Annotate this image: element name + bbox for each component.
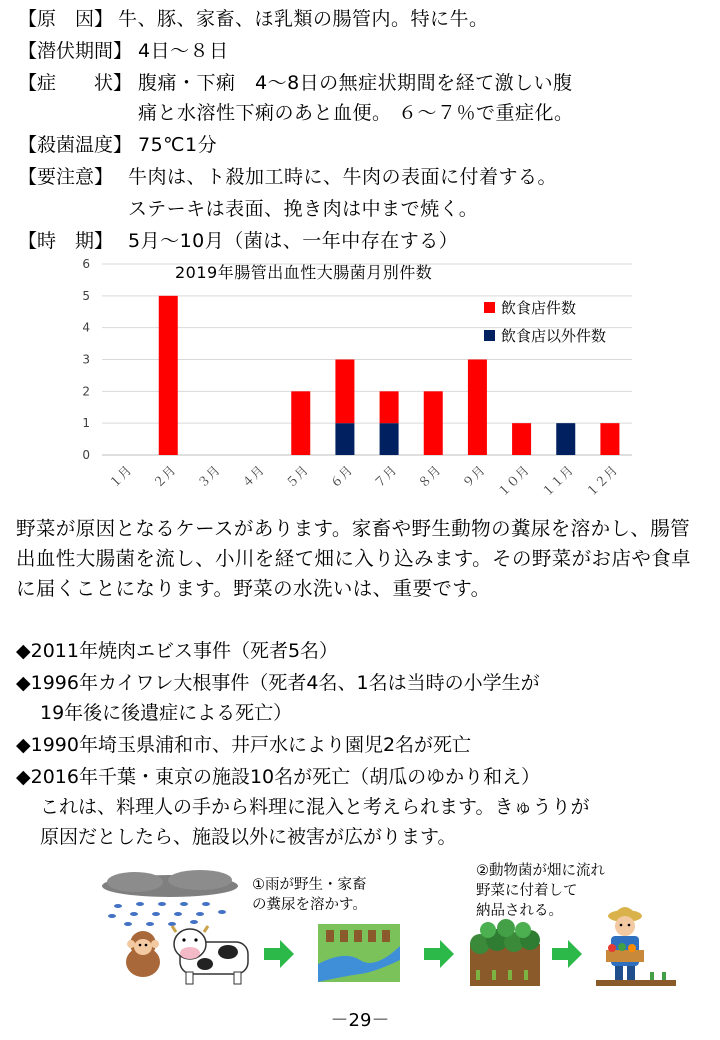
row-text: 牛、豚、家畜、ほ乳類の腸管内。特に牛。 bbox=[118, 8, 489, 30]
x-tick-label: １０月 bbox=[494, 462, 532, 500]
bar-non-restaurant bbox=[335, 423, 354, 455]
monkey-icon bbox=[126, 931, 160, 977]
x-tick-label: １月 bbox=[105, 462, 135, 491]
bar-restaurant bbox=[424, 391, 443, 455]
arrow-right-icon bbox=[264, 940, 294, 968]
x-tick-label: １２月 bbox=[582, 462, 621, 500]
x-tick-label: １１月 bbox=[538, 462, 576, 500]
x-tick-label: ６月 bbox=[326, 462, 356, 491]
case-item-cont: 19年後に後遺症による死亡） bbox=[40, 702, 293, 724]
x-tick-label: ２月 bbox=[150, 462, 179, 491]
arrow-right-icon bbox=[424, 940, 454, 968]
y-tick-label: 2 bbox=[82, 384, 90, 399]
legend-swatch-non-restaurant bbox=[484, 330, 495, 341]
x-tick-label: ７月 bbox=[370, 462, 400, 491]
caption-line: の糞尿を溶かす。 bbox=[252, 897, 367, 913]
y-axis-ticks bbox=[82, 257, 90, 462]
y-tick-label: 3 bbox=[82, 352, 90, 367]
bar-restaurant bbox=[512, 423, 531, 455]
page-number: －29－ bbox=[330, 1010, 390, 1031]
x-tick-label: ３月 bbox=[194, 462, 223, 491]
arrow-right-icon bbox=[552, 940, 582, 968]
row-label: 【症 状】 bbox=[18, 72, 133, 94]
chart-bars bbox=[159, 296, 620, 455]
row-text-cont: 痛と水溶性下痢のあと血便。 ６～７％で重症化。 bbox=[138, 102, 574, 124]
farmer-icon bbox=[596, 907, 676, 986]
caption-line: 納品される。 bbox=[476, 903, 563, 919]
y-tick-label: 4 bbox=[82, 320, 90, 335]
row-text: 4日～８日 bbox=[138, 40, 229, 62]
caption-line: ②動物菌が畑に流れ bbox=[476, 863, 605, 879]
river-field-icon bbox=[318, 924, 400, 982]
case-item: ◆2016年千葉・東京の施設10名が死亡（胡瓜のゆかり和え） bbox=[16, 766, 541, 788]
bar-non-restaurant bbox=[380, 423, 399, 455]
case-item: ◆1996年カイワレ大根事件（死者4名、1名は当時の小学生が bbox=[16, 672, 540, 694]
chart-title: 2019年腸管出血性大腸菌月別件数 bbox=[175, 263, 433, 282]
case-item-cont: 原因だとしたら、施設以外に被害が広がります。 bbox=[40, 826, 457, 848]
y-tick-label: 1 bbox=[82, 416, 90, 431]
caption-line: ①雨が野生・家畜 bbox=[252, 877, 367, 893]
bar-restaurant bbox=[380, 391, 399, 423]
y-tick-label: 0 bbox=[82, 448, 90, 462]
row-text-cont: ステーキは表面、挽き肉は中まで焼く。 bbox=[128, 198, 479, 220]
case-item-cont: これは、料理人の手から料理に混入と考えられます。きゅうりが bbox=[40, 796, 590, 818]
x-tick-label: ８月 bbox=[415, 462, 444, 491]
y-tick-label: 6 bbox=[82, 257, 90, 271]
x-tick-label: ５月 bbox=[282, 462, 311, 491]
bar-restaurant bbox=[600, 423, 619, 455]
row-text: 5月～10月（菌は、一年中存在する） bbox=[128, 230, 459, 252]
row-text: 腹痛・下痢 4～8日の無症状期間を経て激しい腹 bbox=[138, 72, 573, 94]
legend-label-restaurant: 飲食店件数 bbox=[501, 299, 577, 317]
x-tick-label: ９月 bbox=[459, 462, 488, 491]
vegetable-paragraph: 野菜が原因となるケースがあります。家畜や野生動物の糞尿を溶かし、腸管出血性大腸菌を流し、小川を経て畑に入り込みます。その野菜がお店や食卓に届くことになります。野菜の水洗いは、重要です。 bbox=[16, 517, 692, 600]
row-label: 【殺菌温度】 bbox=[18, 134, 133, 156]
bar-restaurant bbox=[159, 296, 178, 455]
monthly-cases-chart bbox=[0, 252, 720, 502]
row-label: 【要注意】 bbox=[18, 166, 114, 188]
legend-swatch-restaurant bbox=[484, 302, 495, 313]
bar-restaurant bbox=[335, 360, 354, 424]
legend-label-non-restaurant: 飲食店以外件数 bbox=[501, 327, 607, 345]
row-label: 【潜伏期間】 bbox=[18, 40, 133, 62]
chart-grid bbox=[102, 264, 632, 455]
row-text: 75℃1分 bbox=[138, 134, 218, 156]
row-label: 【原 因】 bbox=[18, 8, 114, 30]
bar-restaurant bbox=[291, 391, 310, 455]
rain-cloud-icon bbox=[102, 870, 238, 926]
row-label: 【時 期】 bbox=[18, 230, 114, 252]
x-tick-label: ４月 bbox=[238, 462, 267, 491]
x-axis-ticks bbox=[106, 463, 620, 500]
row-text: 牛肉は、ト殺加工時に、牛肉の表面に付着する。 bbox=[128, 166, 558, 188]
y-tick-label: 5 bbox=[82, 288, 90, 303]
bar-restaurant bbox=[468, 360, 487, 456]
vegetable-field-icon bbox=[470, 919, 540, 986]
caption-line: 野菜に付着して bbox=[476, 883, 578, 899]
bar-non-restaurant bbox=[556, 423, 575, 455]
chart-legend bbox=[484, 299, 606, 345]
case-item: ◆1990年埼玉県浦和市、井戸水により園児2名が死亡 bbox=[16, 734, 472, 756]
cow-icon bbox=[172, 926, 248, 984]
case-item: ◆2011年焼肉エビス事件（死者5名） bbox=[16, 640, 339, 662]
